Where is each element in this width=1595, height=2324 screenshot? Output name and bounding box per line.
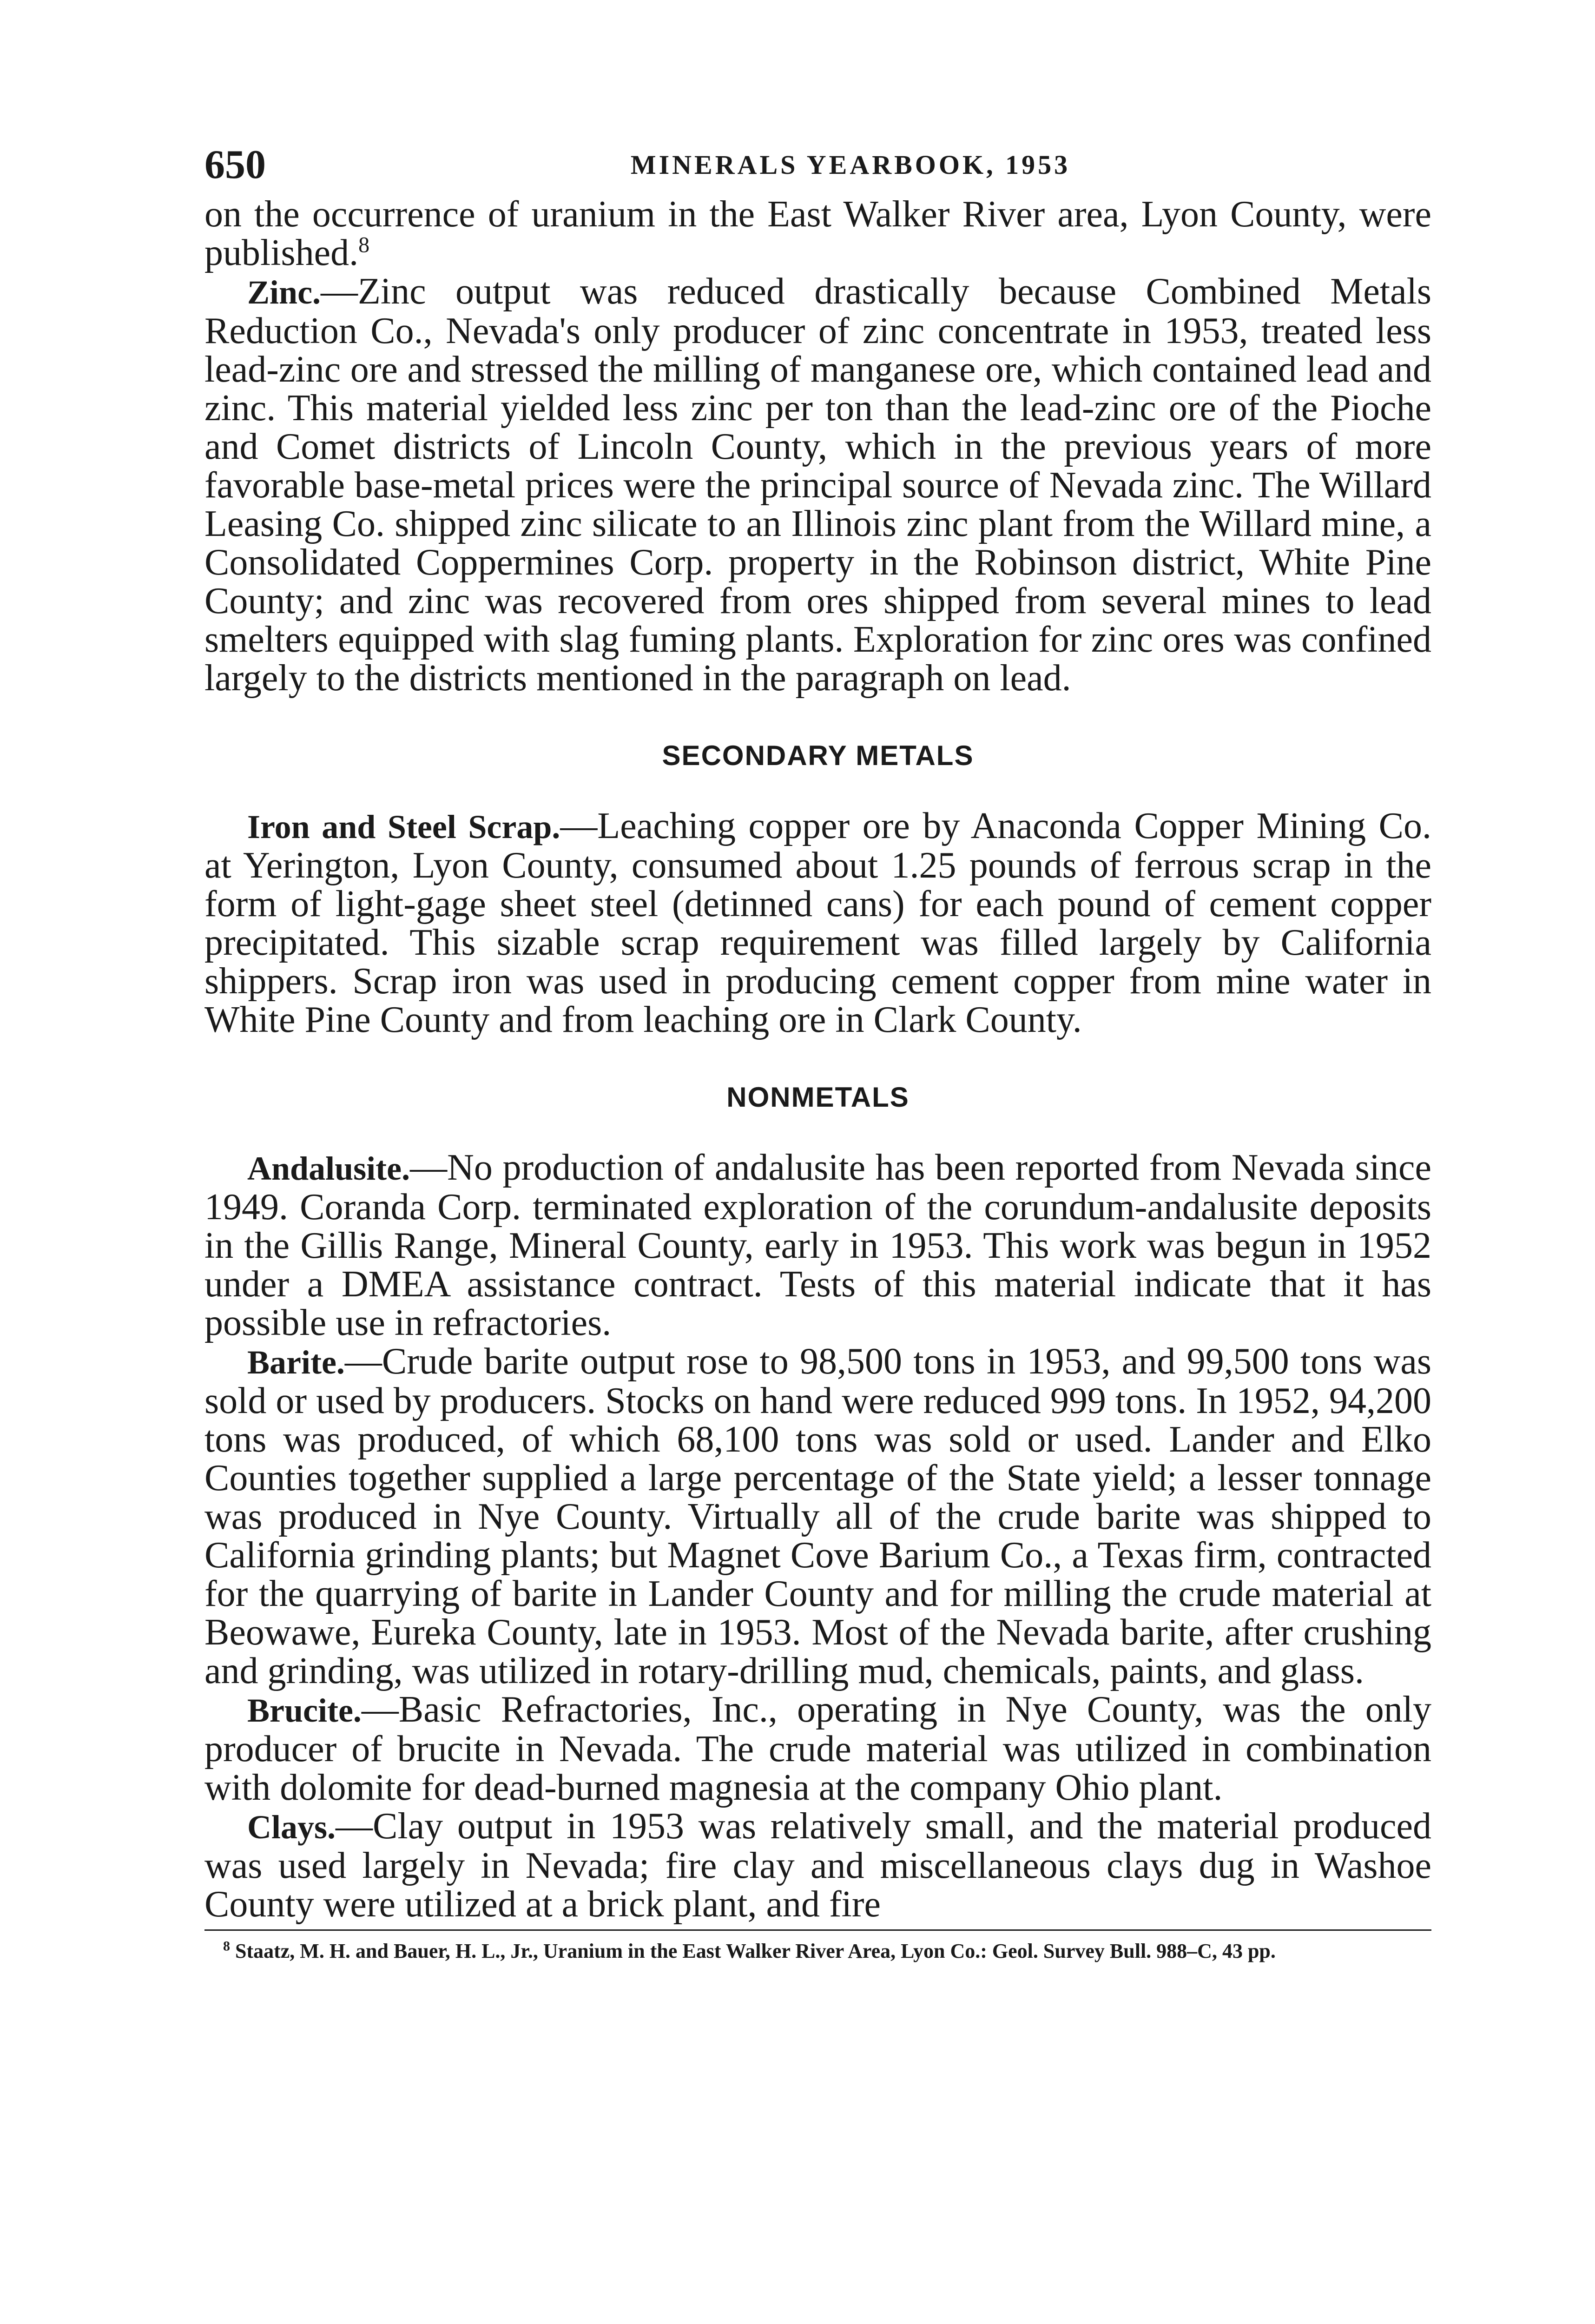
iron-steel-lead: Iron and Steel Scrap. (247, 808, 560, 845)
brucite-paragraph (204, 1690, 1431, 1807)
zinc-lead: Zinc. (247, 274, 321, 311)
brucite-text: —Basic Refractories, Inc., operating in Nye County, was the only producer of brucite in Nevada. The crude material was utilized in combination with dolomite for dead-burned magnesia at the company Ohio plant. (204, 1689, 1431, 1808)
running-title: MINERALS YEARBOOK, 1953 (630, 150, 1071, 180)
andalusite-text: —No production of andalusite has been reported from Nevada since 1949. Coranda Corp. terminated exploration of the corundum-andalusite deposits in the Gillis Range, Mineral County, early in 1953. This work was begun in 1952 under a DMEA assistance contract. Tests of this material indicate that it has possible use in refractories. (204, 1147, 1431, 1343)
zinc-paragraph (204, 272, 1431, 698)
footnote-body (204, 1939, 1431, 1963)
footnote-mark: 8 (223, 1938, 230, 1954)
clays-lead: Clays. (247, 1809, 336, 1846)
iron-steel-paragraph (204, 807, 1431, 1039)
running-header (204, 139, 1431, 191)
andalusite-paragraph (204, 1149, 1431, 1342)
footnote (204, 1929, 1431, 1963)
opening-text: on the occurrence of uranium in the East Walker River area, Lyon County, were published. (204, 194, 1431, 273)
andalusite-lead: Andalusite. (247, 1150, 410, 1187)
barite-paragraph (204, 1342, 1431, 1690)
barite-text: —Crude barite output rose to 98,500 tons in 1953, and 99,500 tons was sold or used by producers. Stocks on hand were reduced 999 tons. In 1952, 94,200 tons was produced, of which 68,100 tons was sold or used. Lander and Elko Counties together supplied a large percentage of the State yield; a lesser tonnage was produced in Nye County. Virtually all of the crude barite was shipped to California grinding plants; but Magnet Cove Barium Co., a Texas firm, contracted for the quarrying of barite in Lander County and for milling the crude material at Beowawe, Eureka County, late in 1953. Most of the Nevada barite, after crushing and grinding, was utilized in rotary-drilling mud, chemicals, paints, and glass. (204, 1341, 1431, 1691)
iron-steel-text: —Leaching copper ore by Anaconda Copper Mining Co. at Yerington, Lyon County, consumed about 1.25 pounds of ferrous scrap in the form of light-gage sheet steel (detinned cans) for each pound of cement copper precipitated. This sizable scrap requirement was filled largely by California shippers. Scrap iron was used in producing cement copper from mine water in White Pine County and from leaching ore in Clark County. (204, 805, 1431, 1040)
clays-text: —Clay output in 1953 was relatively small, and the material produced was used largely in Nevada; fire clay and miscellaneous clays dug in Washoe County were utilized at a brick plant, and fire (204, 1806, 1431, 1925)
secondary-metals-heading: SECONDARY METALS (662, 740, 974, 771)
nonmetals-heading: NONMETALS (726, 1082, 910, 1113)
footnote-text: Staatz, M. H. and Bauer, H. L., Jr., Uranium in the East Walker River Area, Lyon Co.: Geol. Survey Bull. 988–C, 43 pp. (235, 1940, 1276, 1962)
clays-paragraph (204, 1807, 1431, 1924)
document-page (204, 139, 1431, 1963)
footnote-reference: 8 (358, 232, 370, 257)
opening-paragraph (204, 195, 1431, 272)
brucite-lead: Brucite. (247, 1692, 362, 1729)
page-number: 650 (204, 142, 266, 187)
barite-lead: Barite. (247, 1344, 345, 1381)
zinc-text: —Zinc output was reduced drastically because Combined Metals Reduction Co., Nevada's only producer of zinc concentrate in 1953, treated less lead-zinc ore and stressed the milling of manganese ore, which contained lead and zinc. This material yielded less zinc per ton than the lead-zinc ore of the Pioche and Comet districts of Lincoln County, which in the previous years of more favorable base-metal prices were the principal source of Nevada zinc. The Willard Leasing Co. shipped zinc silicate to an Illinois zinc plant from the Willard mine, a Consolidated Coppermines Corp. property in the Robinson district, White Pine County; and zinc was recovered from ores shipped from several mines to lead smelters equipped with slag fuming plants. Exploration for zinc ores was confined largely to the districts mentioned in the paragraph on lead. (204, 271, 1431, 699)
